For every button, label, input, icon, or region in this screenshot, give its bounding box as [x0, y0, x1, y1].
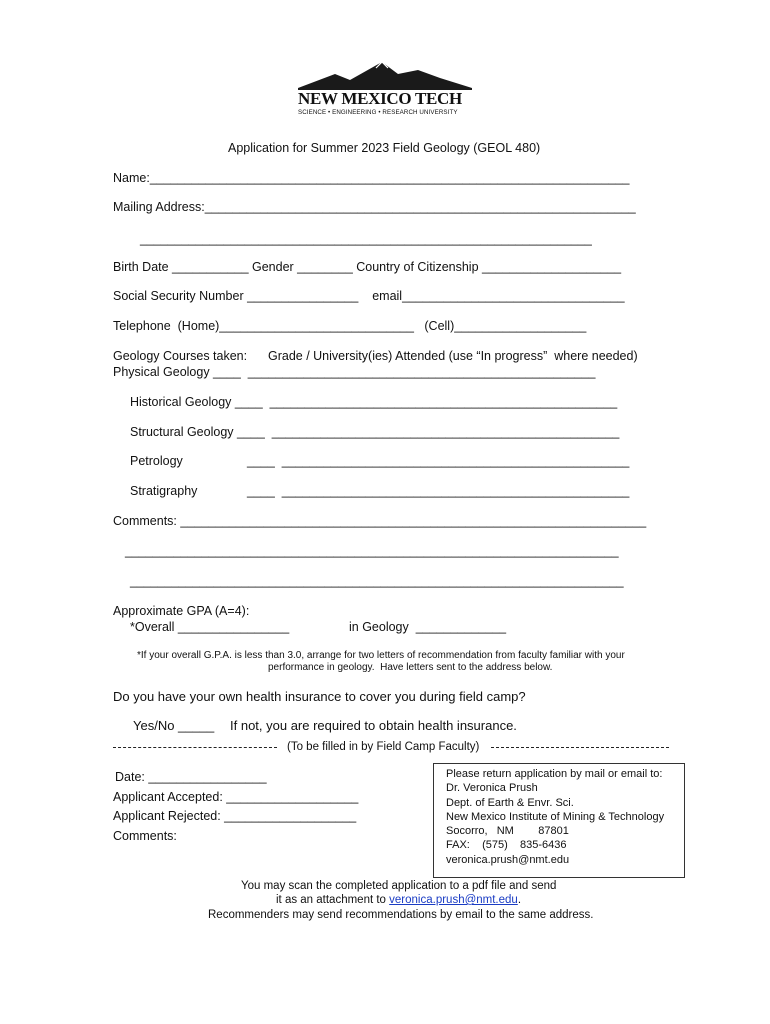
comments-line2[interactable]: _______________________________________________________________________ — [125, 544, 619, 558]
comments-line1[interactable]: Comments: ___________________________________________________________________ — [113, 514, 647, 528]
mailing-address-field[interactable]: Mailing Address:______________________________________________________________ — [113, 200, 636, 214]
courses-header-right: Grade / University(ies) Attended (use “In progress” where needed) — [268, 349, 638, 363]
gpa-note-line2: performance in geology. Have letters sent to the address below. — [268, 662, 553, 673]
physical-geology-row[interactable]: Physical Geology ____ __________________________________________________ — [113, 365, 596, 379]
return-line5: Socorro, NM 87801 — [446, 825, 569, 837]
applicant-rejected-field[interactable]: Applicant Rejected: ___________________ — [113, 809, 357, 823]
courses-header-left: Geology Courses taken: — [113, 349, 248, 363]
footer-line2-post: . — [517, 894, 522, 906]
form-title: Application for Summer 2023 Field Geology (GEOL 480) — [228, 141, 541, 155]
stratigraphy-line[interactable]: ____ __________________________________________________ — [247, 484, 630, 498]
faculty-comments-label: Comments: — [113, 829, 177, 843]
mailing-address-line2[interactable]: _________________________________________________________________ — [140, 232, 592, 246]
return-line1: Please return application by mail or email to: — [446, 768, 663, 780]
gpa-heading: Approximate GPA (A=4): — [113, 604, 250, 618]
return-line7: veronica.prush@nmt.edu — [446, 854, 570, 866]
return-address-box — [433, 763, 685, 878]
name-field[interactable]: Name:_____________________________________________________________________ — [113, 171, 630, 185]
applicant-accepted-field[interactable]: Applicant Accepted: ___________________ — [113, 790, 359, 804]
return-line2: Dr. Veronica Prush — [446, 782, 538, 794]
insurance-question: Do you have your own health insurance to cover you during field camp? — [113, 689, 526, 704]
return-line6: FAX: (575) 835-6436 — [446, 839, 567, 851]
historical-geology-row[interactable]: Historical Geology ____ __________________________________________________ — [130, 395, 618, 409]
birth-gender-country-row[interactable]: Birth Date ___________ Gender ________ Country of Citizenship ____________________ — [113, 260, 622, 274]
faculty-divider-label: (To be filled in by Field Camp Faculty) — [287, 741, 480, 753]
divider-left — [113, 747, 277, 748]
footer-line1: You may scan the completed application to a pdf file and send — [241, 880, 557, 892]
stratigraphy-label: Stratigraphy — [130, 484, 198, 498]
divider-right — [491, 747, 669, 748]
footer-line2-pre: it as an attachment to — [276, 894, 390, 906]
insurance-note: If not, you are required to obtain health insurance. — [230, 718, 517, 733]
nmt-logo — [290, 60, 480, 120]
logo-tagline: SCIENCE • ENGINEERING • RESEARCH UNIVERSITY — [298, 109, 458, 116]
gpa-geology-field[interactable]: in Geology _____________ — [349, 620, 507, 634]
footer-line2 — [276, 894, 521, 906]
gpa-note-line1: *If your overall G.P.A. is less than 3.0, arrange for two letters of recommendation from faculty familiar with your — [137, 650, 625, 661]
faculty-date-field[interactable]: Date: _________________ — [115, 770, 267, 784]
petrology-label: Petrology — [130, 454, 183, 468]
return-line3: Dept. of Earth & Envr. Sci. — [446, 797, 574, 809]
insurance-yesno-field[interactable]: Yes/No _____ — [133, 718, 215, 733]
ssn-email-row[interactable]: Social Security Number ________________ email________________________________ — [113, 289, 625, 303]
petrology-line[interactable]: ____ __________________________________________________ — [247, 454, 630, 468]
telephone-row[interactable]: Telephone (Home)____________________________ (Cell)___________________ — [113, 319, 587, 333]
gpa-overall-field[interactable]: *Overall ________________ — [130, 620, 290, 634]
email-link[interactable]: veronica.prush@nmt.edu — [389, 894, 518, 906]
structural-geology-row[interactable]: Structural Geology ____ __________________________________________________ — [130, 425, 620, 439]
return-line4: New Mexico Institute of Mining & Technology — [446, 811, 665, 823]
logo-name: NEW MEXICO TECH — [298, 89, 462, 108]
footer-line3: Recommenders may send recommendations by email to the same address. — [208, 909, 594, 921]
comments-line3[interactable]: _______________________________________________________________________ — [130, 574, 624, 588]
